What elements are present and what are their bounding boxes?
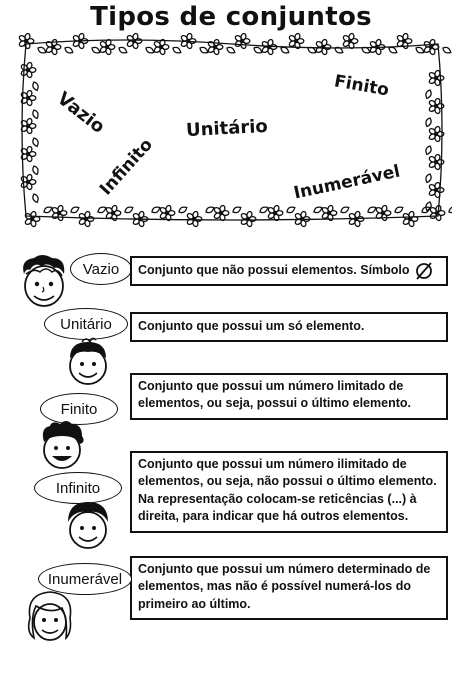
- label-bubble-unitario: Unitário: [44, 308, 128, 340]
- frame-leaf-icon: [425, 201, 433, 211]
- label-bubble-vazio: Vazio: [70, 253, 132, 285]
- frame-flower-icon: [51, 205, 67, 221]
- banner-word-unitario: Unitário: [185, 115, 269, 142]
- frame-flower-icon: [207, 39, 223, 55]
- girl-face-icon: [62, 336, 114, 388]
- boy-face-icon: [16, 254, 70, 310]
- definition-box-vazio: [130, 256, 448, 286]
- definition-box-infinito: [130, 451, 448, 533]
- frame-leaf-icon: [286, 205, 296, 214]
- frame-leaf-icon: [70, 205, 80, 214]
- frame-leaf-icon: [91, 46, 101, 55]
- frame-leaf-icon: [442, 46, 452, 55]
- frame-flower-icon: [423, 39, 439, 55]
- frame-leaf-icon: [97, 205, 107, 214]
- frame-flower-icon: [288, 33, 304, 49]
- frame-flower-icon: [402, 211, 418, 227]
- frame-leaf-icon: [415, 46, 425, 55]
- frame-leaf-icon: [178, 205, 188, 214]
- frame-leaf-icon: [199, 46, 209, 55]
- frame-leaf-icon: [32, 109, 40, 119]
- label-bubble-infinito: Infinito: [34, 472, 122, 504]
- frame-flower-icon: [240, 211, 256, 227]
- banner-word-inumeravel: Inumerável: [292, 161, 402, 204]
- frame-leaf-icon: [425, 145, 433, 155]
- banner-word-vazio: Vazio: [53, 88, 109, 138]
- frame-leaf-icon: [172, 46, 182, 55]
- frame-leaf-icon: [425, 89, 433, 99]
- frame-flower-icon: [99, 39, 115, 55]
- frame-leaf-icon: [259, 205, 269, 214]
- frame-leaf-icon: [32, 81, 40, 91]
- frame-flower-icon: [24, 211, 40, 227]
- frame-leaf-icon: [313, 205, 323, 214]
- curly-boy-face-icon: [36, 420, 88, 472]
- frame-flower-icon: [396, 33, 412, 49]
- frame-leaf-icon: [367, 205, 377, 214]
- banner-word-infinito: Infinito: [96, 134, 157, 200]
- frame-flower-icon: [18, 33, 34, 49]
- frame-leaf-icon: [43, 205, 53, 214]
- frame-leaf-icon: [340, 205, 350, 214]
- frame-leaf-icon: [32, 137, 40, 147]
- empty-set-icon: [414, 261, 434, 281]
- frame-leaf-icon: [124, 205, 134, 214]
- frame-leaf-icon: [448, 205, 452, 214]
- definition-box-finito: [130, 373, 448, 420]
- frame-leaf-icon: [425, 117, 433, 127]
- frame-leaf-icon: [394, 205, 404, 214]
- frame-leaf-icon: [226, 46, 236, 55]
- frame-flower-icon: [315, 39, 331, 55]
- frame-flower-icon: [20, 174, 36, 190]
- frame-leaf-icon: [145, 46, 155, 55]
- frame-flower-icon: [186, 211, 202, 227]
- frame-leaf-icon: [64, 46, 74, 55]
- label-bubble-finito: Finito: [40, 393, 118, 425]
- definition-text-unitario: Conjunto que possui um só elemento.: [138, 319, 365, 334]
- frame-leaf-icon: [205, 205, 215, 214]
- frame-leaf-icon: [425, 173, 433, 183]
- label-bubble-inumeravel: Inumerável: [38, 563, 132, 595]
- frame-flower-icon: [78, 211, 94, 227]
- definition-text-vazio: Conjunto que não possui elementos. Símbolo: [138, 263, 410, 278]
- definition-box-unitario: [130, 312, 448, 342]
- dark-hair-boy-face-icon: [62, 498, 114, 552]
- frame-flower-icon: [342, 33, 358, 49]
- frame-leaf-icon: [232, 205, 242, 214]
- frame-leaf-icon: [32, 165, 40, 175]
- frame-flower-icon: [429, 205, 445, 221]
- frame-flower-icon: [234, 33, 250, 49]
- definition-text-infinito: Conjunto que possui um número ilimitado de elementos, ou seja, não possui o último elemento. Na representação colocam-se reticências (...) à direita, para indicar que há outros elementos.: [138, 457, 437, 523]
- frame-leaf-icon: [151, 205, 161, 214]
- frame-flower-icon: [153, 39, 169, 55]
- frame-flower-icon: [159, 205, 175, 221]
- long-hair-girl-face-icon: [22, 588, 78, 646]
- page-title: Tipos de conjuntos: [90, 2, 372, 32]
- frame-flower-icon: [375, 205, 391, 221]
- frame-leaf-icon: [32, 193, 40, 203]
- definition-text-finito: Conjunto que possui um número limitado de elementos, ou seja, possui o último elemento.: [138, 379, 411, 411]
- frame-leaf-icon: [118, 46, 128, 55]
- frame-flower-icon: [267, 205, 283, 221]
- frame-leaf-icon: [334, 46, 344, 55]
- frame-leaf-icon: [37, 46, 47, 55]
- frame-flower-icon: [126, 33, 142, 49]
- definition-box-inumeravel: [130, 556, 448, 620]
- frame-leaf-icon: [253, 46, 263, 55]
- definition-text-inumeravel: Conjunto que possui um número determinado de elementos, mas não é possível numerá-los do primeiro ao último.: [138, 562, 431, 611]
- banner-word-finito: Finito: [332, 71, 391, 101]
- frame-flower-icon: [428, 182, 444, 198]
- frame-flower-icon: [213, 205, 229, 221]
- frame-flower-icon: [20, 62, 36, 78]
